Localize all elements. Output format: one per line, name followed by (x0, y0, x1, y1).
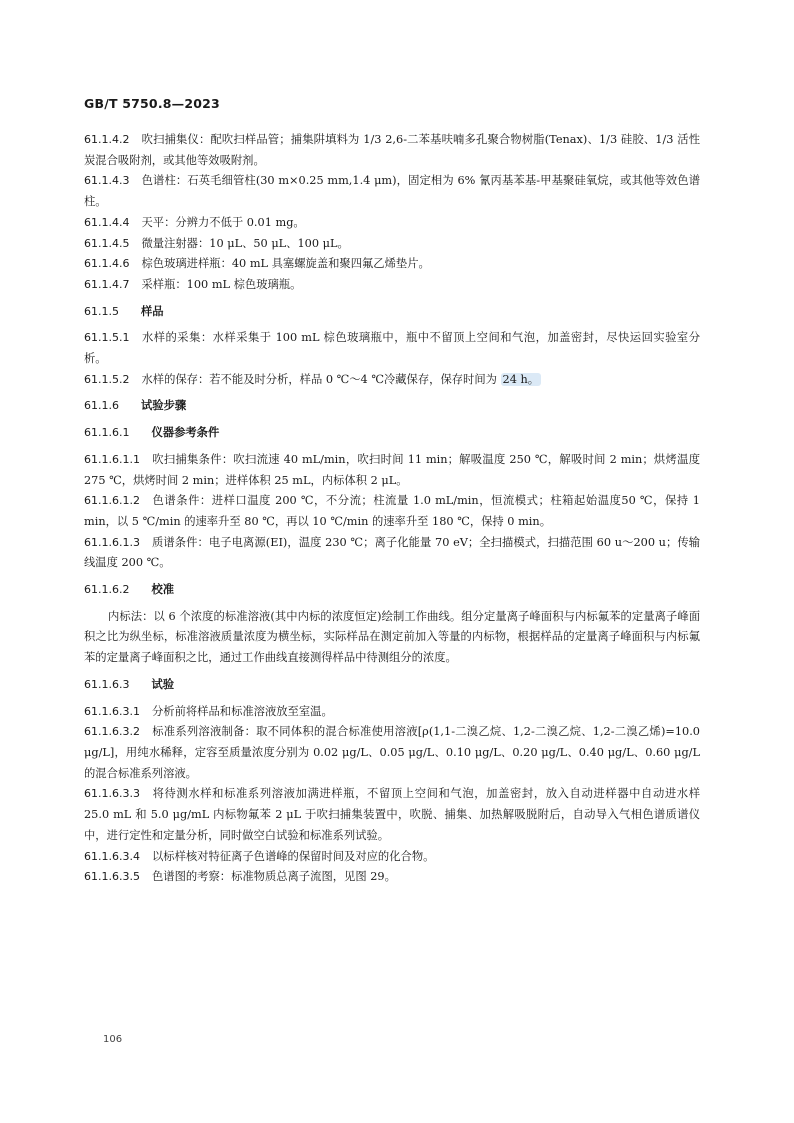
section-heading-steps: 61.1.6 试验步骤 (84, 399, 187, 413)
section-heading-conditions: 61.1.6.1 仪器参考条件 (84, 426, 220, 440)
clause-61-1-4-4: 61.1.4.4 天平：分辨力不低于 0.01 mg。 (84, 215, 305, 229)
clause-61-1-6-3-3: 61.1.6.3.3 将待测水样和标准系列溶液加满进样瓶，不留顶上空间和气泡，加盖密封，放入自动进样器中自动进水样 25.0 mL 和 5.0 μg/mL 内标物氟苯 2 μL 于吹扫捕集装置中，吹脱、捕集、加热解吸脱附后，自动导入气相色谱质谱仪中，进行定性和定量分析，同时做空白试验和标准系列试验。 (84, 787, 700, 842)
clause-61-1-6-1-2: 61.1.6.1.2 色谱条件：进样口温度 200 ℃，不分流；柱流量 1.0 mL/min，恒流模式；柱箱起始温度50 ℃，保持 1 min，以 5 ℃/min 的速率升至 80 ℃，再以 10 ℃/min 的速率升至 180 ℃，保持 0 min。 (84, 494, 700, 528)
clause-61-1-4-5: 61.1.4.5 微量注射器：10 μL、50 μL、100 μL。 (84, 236, 349, 250)
clause-61-1-5-1: 61.1.5.1 水样的采集：水样采集于 100 mL 棕色玻璃瓶中，瓶中不留顶上空间和气泡，加盖密封，尽快运回实验室分析。 (84, 331, 700, 366)
clause-61-1-6-3-4: 61.1.6.3.4 以标样核对特征离子色谱峰的保留时间及对应的化合物。 (84, 849, 435, 863)
section-heading-test: 61.1.6.3 试验 (84, 677, 175, 691)
section-heading-calibration: 61.1.6.2 校准 (84, 583, 175, 597)
standard-number-header: GB/T 5750.8—2023 (84, 96, 220, 111)
page-number: 106 (103, 1034, 123, 1045)
clause-61-1-4-7: 61.1.4.7 采样瓶：100 mL 棕色玻璃瓶。 (84, 277, 302, 291)
clause-61-1-4-6: 61.1.4.6 棕色玻璃进样瓶：40 mL 具塞螺旋盖和聚四氟乙烯垫片。 (84, 257, 430, 271)
selected-text-highlight[interactable]: 24 h。 (502, 372, 540, 386)
clause-61-1-4-3: 61.1.4.3 色谱柱：石英毛细管柱(30 m×0.25 mm,1.4 μm)，固定相为 6% 氰丙基苯基-甲基聚硅氧烷，或其他等效色谱柱。 (84, 174, 700, 209)
calibration-paragraph: 内标法：以 6 个浓度的标准溶液(其中内标的浓度恒定)绘制工作曲线。组分定量离子峰面积与内标氟苯的定量离子峰面积之比为纵坐标，标准溶液质量浓度为横坐标，实际样品在测定前加入等量的内标物，根据样品的定量离子峰面积与内标氟苯的定量离子峰面积之比，通过工作曲线直接测得样品中待测组分的浓度。 (84, 609, 700, 665)
section-heading-sample: 61.1.5 样品 (84, 304, 164, 318)
clause-61-1-6-3-1: 61.1.6.3.1 分析前将样品和标准溶液放至室温。 (84, 704, 333, 718)
clause-61-1-6-1-3: 61.1.6.1.3 质谱条件：电子电离源(EI)，温度 230 ℃；离子化能量 70 eV；全扫描模式，扫描范围 60 u～200 u；传输线温度 200 ℃。 (84, 535, 700, 570)
clause-61-1-4-2: 61.1.4.2 吹扫捕集仪：配吹扫样品管；捕集阱填料为 1/3 2,6-二苯基呋喃多孔聚合物树脂(Tenax)、1/3 硅胶、1/3 活性炭混合吸附剂，或其他等效吸附剂。 (84, 133, 700, 167)
document-body (84, 130, 700, 888)
clause-61-1-6-3-5: 61.1.6.3.5 色谱图的考察：标准物质总离子流图，见图 29。 (84, 870, 396, 884)
clause-61-1-6-3-2: 61.1.6.3.2 标准系列溶液制备：取不同体积的混合标准使用溶液[ρ(1,1-二溴乙烷、1,2-二溴乙烷、1,2-二溴乙烯)=10.0 μg/L]，用纯水稀释，定容至质量浓度分别为 0.02 μg/L、0.05 μg/L、0.10 μg/L、0.20 μg/L、0.40 μg/L、0.60 μg/L 的混合标准系列溶液。 (84, 725, 700, 780)
clause-61-1-5-2: 61.1.5.2 水样的保存：若不能及时分析，样品 0 ℃～4 ℃冷藏保存，保存时间为 24 h。 (84, 372, 540, 386)
clause-61-1-6-1-1: 61.1.6.1.1 吹扫捕集条件：吹扫流速 40 mL/min，吹扫时间 11 min；解吸温度 250 ℃，解吸时间 2 min；烘烤温度 275 ℃，烘烤时间 2 min；进样体积 25 mL，内标体积 2 μL。 (84, 452, 700, 487)
